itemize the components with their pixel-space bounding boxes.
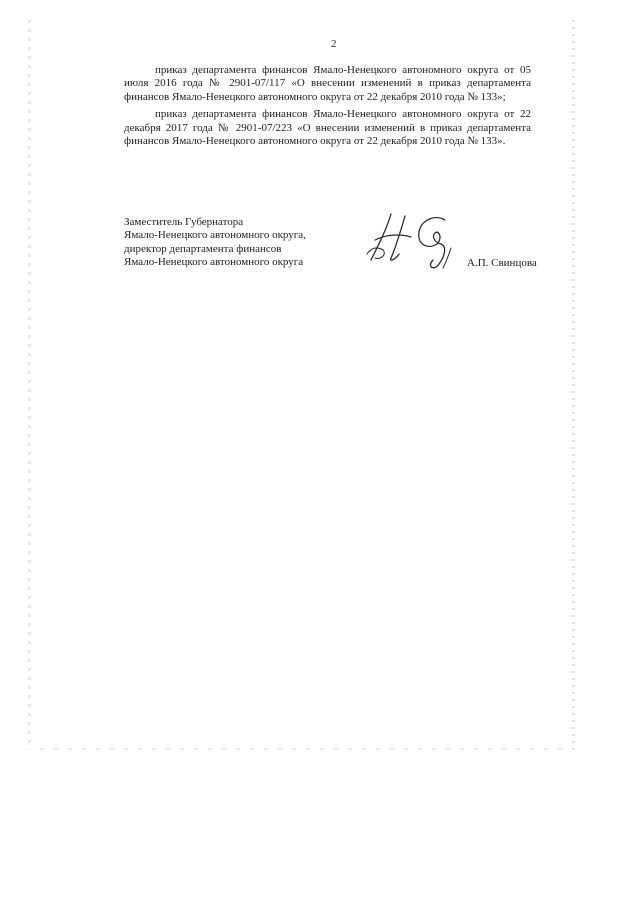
signer-name: А.П. Свинцова [467, 257, 537, 269]
document-body [124, 64, 531, 152]
paragraph-order-2016: приказ департамента финансов Ямало-Ненецкого автономного округа от 05 июля 2016 года № 2901-07/117 «О внесении изменений в приказ департамента финансов Ямало-Ненецкого автономного округа от 22 декабря 2010 года № 133»; [124, 64, 531, 103]
scan-edge-right [572, 20, 575, 750]
scan-edge-left [28, 20, 31, 750]
position-line: Ямало-Ненецкого автономного округа [124, 256, 304, 269]
position-line: Заместитель Губернатора [124, 216, 244, 228]
handwritten-signature [361, 204, 471, 276]
paragraph-order-2017: приказ департамента финансов Ямало-Ненецкого автономного округа от 22 декабря 2017 года № 2901-07/223 «О внесении изменений в приказ департамента финансов Ямало-Ненецкого автономного округа от 22 декабря 2010 года № 133». [124, 108, 531, 148]
scan-edge-bottom [40, 748, 570, 750]
signature-block [124, 216, 537, 286]
position-line: Ямало-Ненецкого автономного округа, [124, 229, 306, 242]
signer-position [124, 216, 354, 270]
page-number: 2 [331, 38, 337, 50]
position-line: директор департамента финансов [124, 242, 282, 255]
